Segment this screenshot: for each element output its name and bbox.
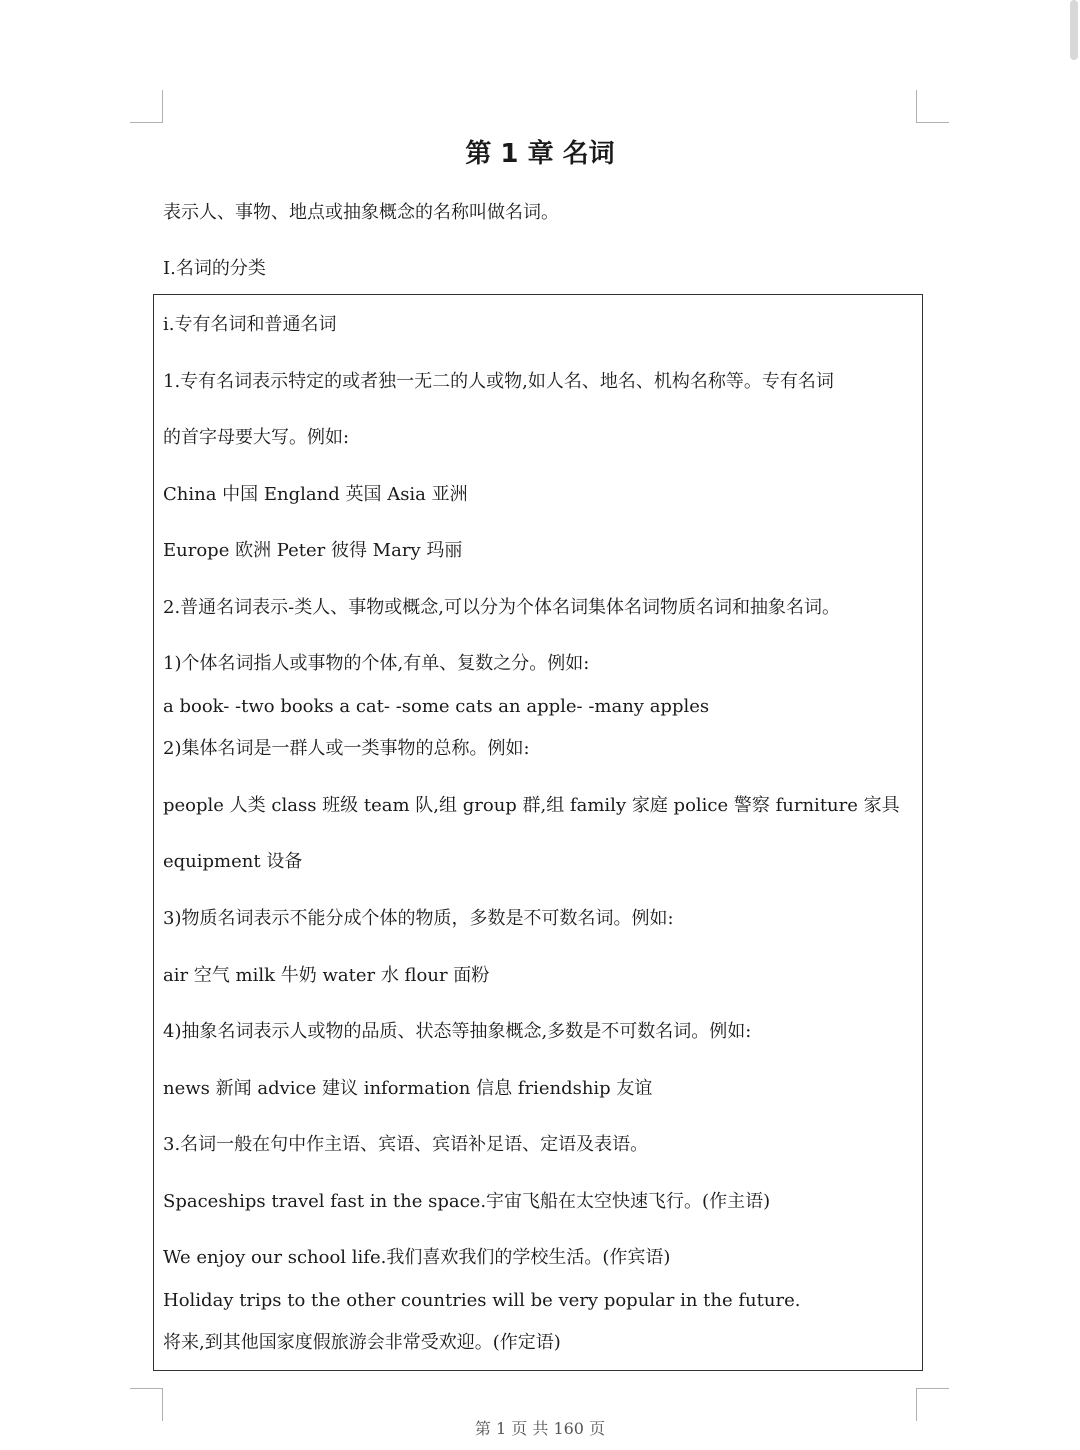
box-line: 将来,到其他国家度假旅游会非常受欢迎。(作定语) bbox=[163, 1332, 561, 1353]
box-line: people 人类 class 班级 team 队,组 group 群,组 family 家庭 police 警察 furniture 家具 bbox=[163, 795, 900, 816]
box-line: Europe 欧洲 Peter 彼得 Mary 玛丽 bbox=[163, 540, 463, 561]
box-line: a book- -two books a cat- -some cats an apple- -many apples bbox=[163, 696, 710, 717]
box-line: equipment 设备 bbox=[163, 851, 303, 872]
box-line: Spaceships travel fast in the space.宇宙飞船在太空快速飞行。(作主语) bbox=[163, 1191, 771, 1212]
box-line: news 新闻 advice 建议 information 信息 friendship 友谊 bbox=[163, 1078, 653, 1099]
box-line: air 空气 milk 牛奶 water 水 flour 面粉 bbox=[163, 965, 490, 986]
crop-mark-top-right bbox=[916, 90, 949, 123]
box-line: 的首字母要大写。例如: bbox=[163, 427, 350, 448]
chapter-title: 第 1 章 名词 bbox=[465, 139, 615, 169]
scrollbar[interactable] bbox=[1070, 0, 1078, 60]
box-line: 4)抽象名词表示人或物的品质、状态等抽象概念,多数是不可数名词。例如: bbox=[163, 1021, 752, 1042]
box-line: China 中国 England 英国 Asia 亚洲 bbox=[163, 484, 468, 505]
box-line: 1)个体名词指人或事物的个体,有单、复数之分。例如: bbox=[163, 653, 590, 674]
box-line: 2)集体名词是一群人或一类事物的总称。例如: bbox=[163, 738, 530, 759]
box-line: We enjoy our school life.我们喜欢我们的学校生活。(作宾语) bbox=[163, 1247, 671, 1268]
box-line: i.专有名词和普通名词 bbox=[163, 314, 337, 335]
box-line: 3.名词一般在句中作主语、宾语、宾语补足语、定语及表语。 bbox=[163, 1134, 649, 1155]
box-line: 1.专有名词表示特定的或者独一无二的人或物,如人名、地名、机构名称等。专有名词 bbox=[163, 371, 834, 392]
box-line: 3)物质名词表示不能分成个体的物质，多数是不可数名词。例如: bbox=[163, 908, 674, 929]
crop-mark-top-left bbox=[130, 90, 163, 123]
intro-paragraph: 表示人、事物、地点或抽象概念的名称叫做名词。 bbox=[163, 202, 559, 223]
box-line: 2.普通名词表示-类人、事物或概念,可以分为个体名词集体名词物质名词和抽象名词。 bbox=[163, 597, 840, 618]
page-footer: 第 1 页 共 160 页 bbox=[474, 1419, 606, 1438]
box-line: Holiday trips to the other countries will be very popular in the future. bbox=[163, 1290, 801, 1311]
section-heading: I.名词的分类 bbox=[163, 258, 266, 279]
